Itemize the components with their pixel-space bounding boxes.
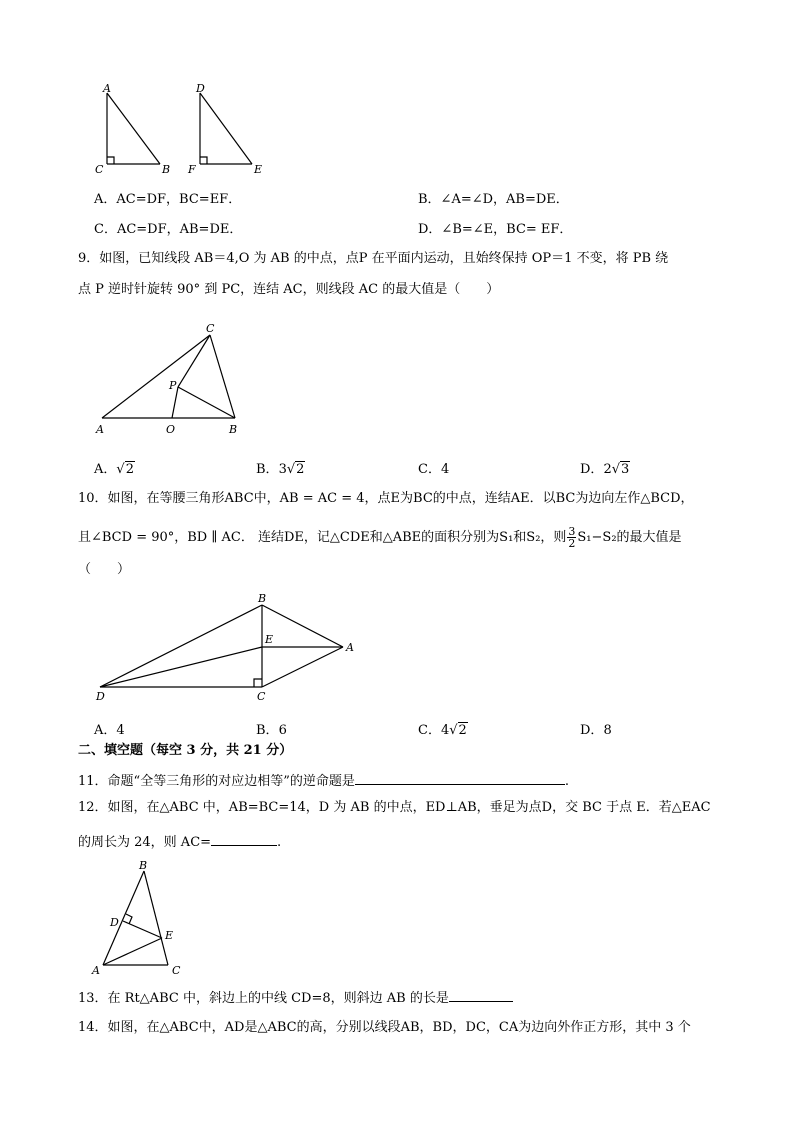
q8-option-c: C．AC=DF，AB=DE．: [94, 222, 243, 237]
label-a: A: [346, 641, 354, 654]
q12-stem-line1: 12．如图，在△ABC 中，AB=BC=14，D 为 AB 的中点，ED⊥AB，垂足为点D，交 BC 于点 E．若△EAC: [78, 800, 711, 815]
q10-stem-line2: 且∠BCD = 90°，BD ∥ AC． 连结DE，记△CDE和△ABE的面积分别为S₁和S₂，则 $\frac{3}{2}$ S₁−S₂的最大值是: [78, 525, 682, 550]
segment-db: [100, 605, 262, 687]
label-e: E: [254, 163, 263, 176]
q10-option-b: B．6: [256, 723, 287, 738]
q12-answer-blank[interactable]: [211, 831, 277, 846]
q9-option-d: D．2√3: [580, 462, 630, 477]
q9-stem-line1: 9．如图，已知线段 AB＝4,O 为 AB 的中点，点P 在平面内运动，且始终保持 OP＝1 不变，将 PB 绕: [78, 251, 669, 266]
q8-option-a: A．AC=DF，BC=EF．: [94, 192, 242, 207]
label-e: E: [265, 633, 274, 646]
label-d: D: [196, 82, 205, 95]
q13-answer-blank[interactable]: [449, 987, 513, 1002]
segment-ca: [262, 647, 343, 687]
label-o: O: [166, 423, 176, 436]
segment-ac: [102, 335, 210, 418]
q9-option-b: B．3√2: [256, 462, 305, 477]
section-heading: 二、填空题（每空 3 分，共 21 分）: [78, 743, 293, 758]
label-c: C: [206, 322, 215, 335]
triangle-abc: [107, 93, 160, 164]
q10-figure: [90, 590, 370, 705]
label-d: D: [96, 690, 105, 703]
label-b: B: [229, 423, 238, 436]
segment-ae: [103, 938, 162, 965]
q10-option-d: D．8: [580, 723, 612, 738]
q12-stem-line2: 的周长为 24，则 AC= .: [78, 831, 281, 852]
label-e: E: [165, 929, 174, 942]
label-b: B: [139, 859, 148, 872]
q10-stem-line3: （ ）: [78, 562, 131, 577]
label-b: B: [258, 592, 267, 605]
q10-option-a: A．4: [94, 723, 125, 738]
label-c: C: [95, 163, 104, 176]
q8-option-d: D．∠B=∠E，BC= EF．: [418, 222, 573, 237]
q9-option-a: A．√2: [94, 462, 134, 477]
segment-de: [100, 647, 262, 687]
q8-option-b: B．∠A=∠D，AB=DE．: [418, 192, 569, 207]
q9-figure: [92, 318, 252, 438]
label-d: D: [110, 916, 119, 929]
label-a: A: [92, 964, 100, 977]
fraction-three-halves: $\frac{3}{2}$: [568, 525, 576, 550]
label-b: B: [162, 163, 171, 176]
segment-ba: [262, 605, 343, 647]
label-c: C: [172, 964, 181, 977]
q11-stem: 11．命题“全等三角形的对应边相等”的逆命题是 .: [78, 770, 569, 791]
q9-stem-line2: 点 P 逆时针旋转 90° 到 PC，连结 AC，则线段 AC 的最大值是（ ）: [78, 282, 500, 297]
label-f: F: [188, 163, 196, 176]
right-angle-mark: [254, 679, 262, 687]
label-c: C: [257, 690, 266, 703]
label-a: A: [103, 82, 111, 95]
q10-option-c: C．4√2: [418, 723, 467, 738]
q14-stem-line1: 14．如图，在△ABC中，AD是△ABC的高，分别以线段AB，BD，DC，CA为边向外作正方形，其中 3 个: [78, 1020, 691, 1035]
label-a: A: [96, 423, 104, 436]
q9-option-c: C．4: [418, 462, 450, 477]
segment-pc: [178, 335, 210, 387]
triangle-def: [200, 93, 252, 164]
segment-cb: [210, 335, 235, 418]
q11-answer-blank[interactable]: [355, 770, 565, 785]
segment-bc: [144, 871, 168, 965]
label-p: P: [169, 379, 177, 392]
q13-stem: 13．在 Rt△ABC 中，斜边上的中线 CD=8，则斜边 AB 的长是: [78, 987, 513, 1008]
q12-figure: [88, 856, 198, 981]
q10-stem-line1: 10．如图，在等腰三角形ABC中，AB = AC = 4，点E为BC的中点，连结AE．以BC为边向左作△BCD，: [78, 491, 694, 506]
q8-figure: [90, 80, 280, 180]
